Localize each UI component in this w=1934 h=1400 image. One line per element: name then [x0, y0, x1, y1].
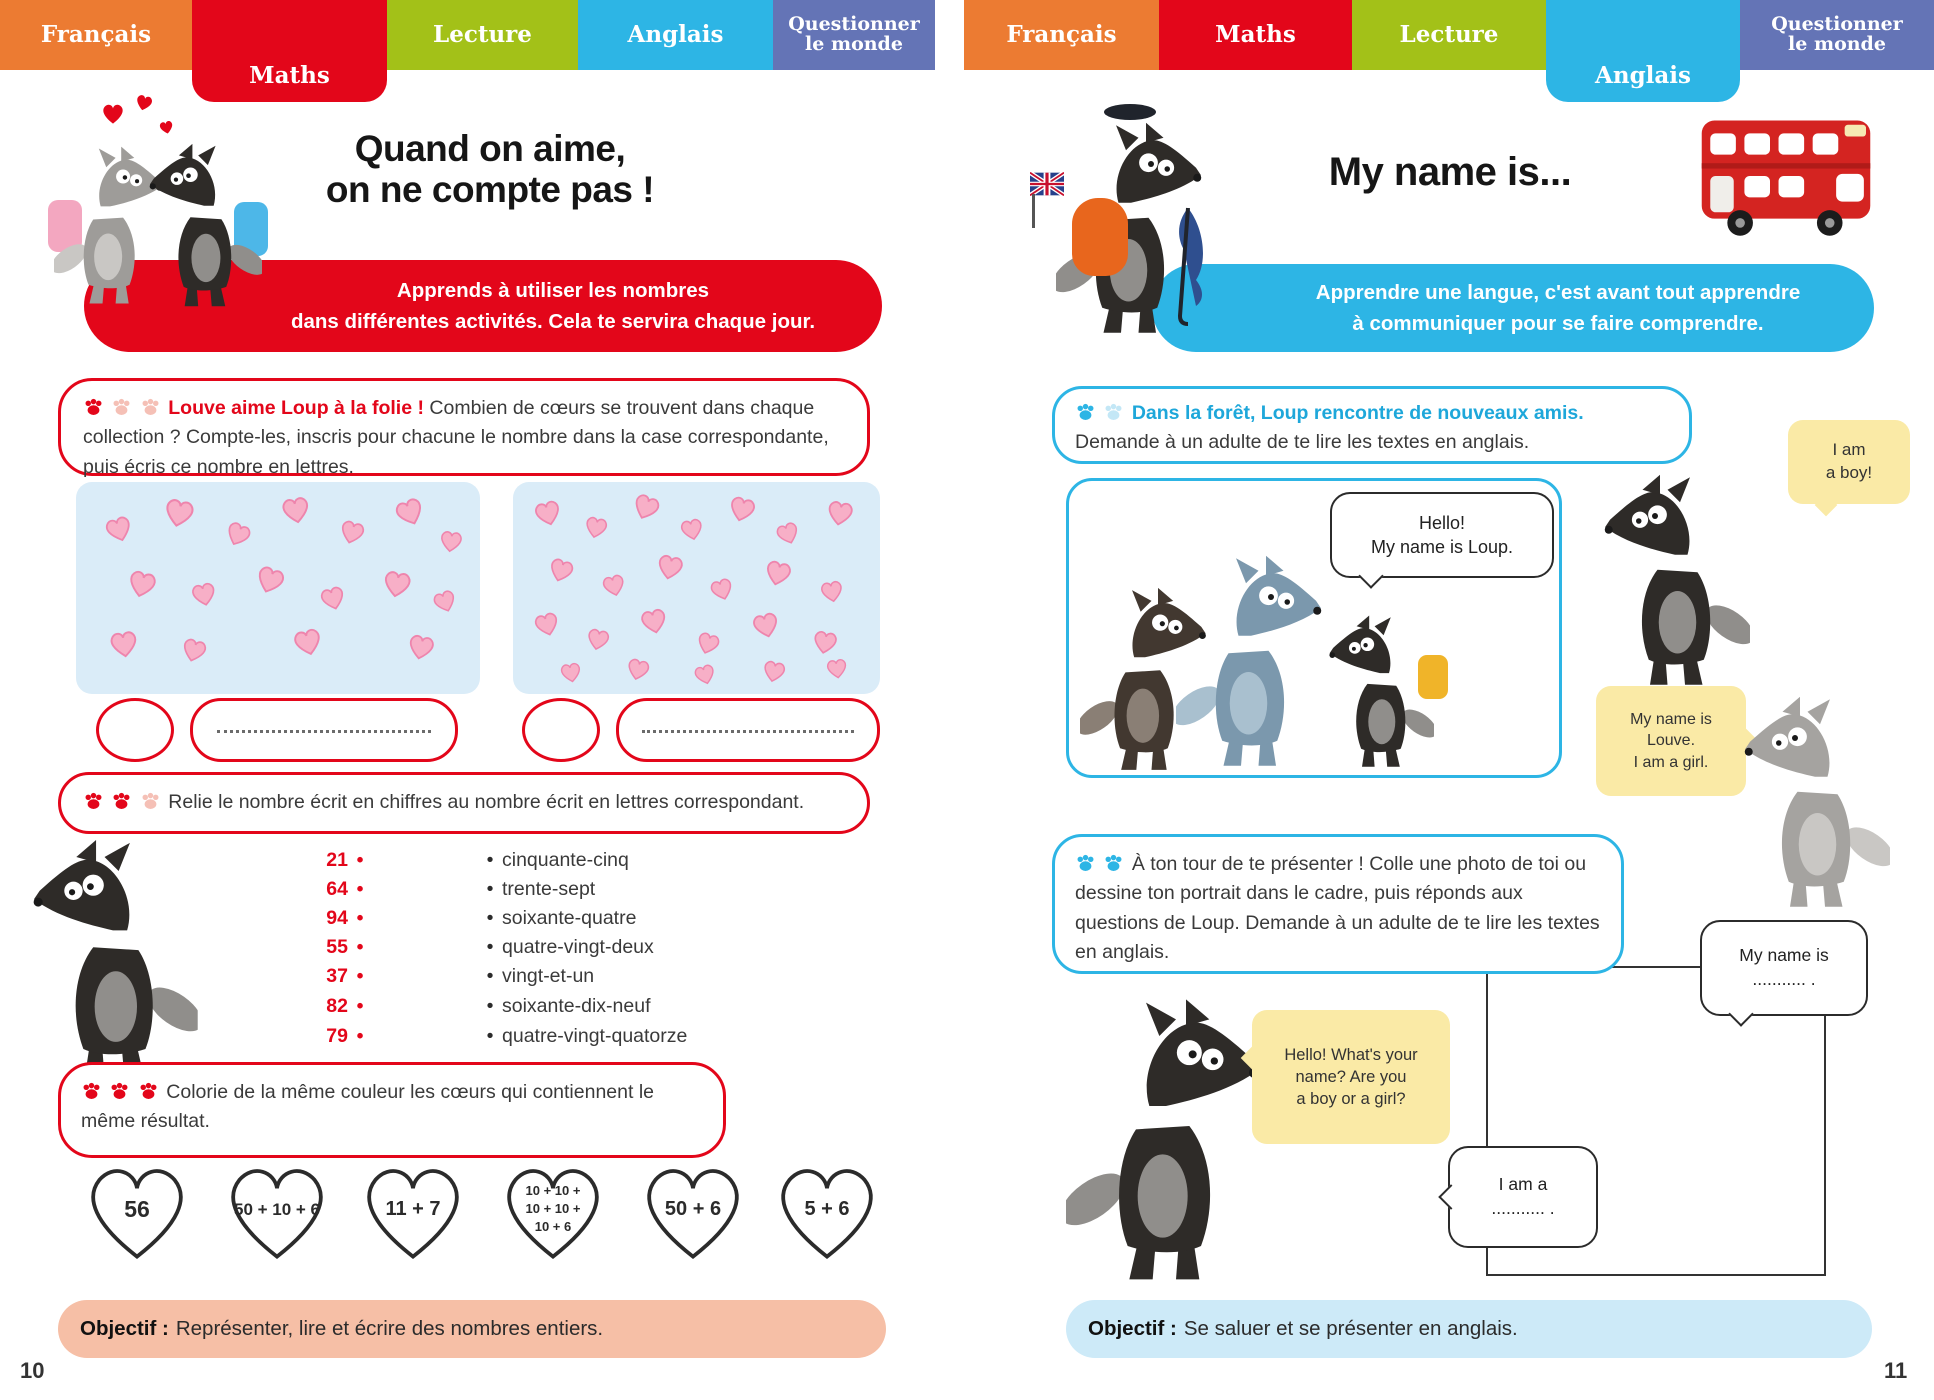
tab-anglais-right-active[interactable]: Anglais — [1546, 0, 1740, 102]
pink-heart-icon — [637, 605, 672, 638]
i-am-a-answer-bubble[interactable]: I am a ........... . — [1448, 1146, 1598, 1248]
left-page-title: Quand on aime, on ne compte pas ! — [325, 128, 655, 211]
match-row[interactable]: 79 • • quatre-vingt-quatorze — [326, 1025, 688, 1047]
pink-heart-icon — [404, 631, 439, 664]
pink-heart-icon — [123, 567, 161, 603]
tab-lecture-right[interactable]: Lecture — [1352, 0, 1546, 70]
sum-heart[interactable]: 5 + 6 — [768, 1160, 886, 1266]
pink-heart-icon — [316, 583, 350, 615]
pink-heart-icon — [653, 551, 688, 584]
paw-icon — [1103, 854, 1124, 873]
match-row[interactable]: 55 • • quatre-vingt-deux — [326, 936, 654, 958]
left-intro-banner: Apprends à utiliser les nombres dans différentes activités. Cela te servira chaque jour. — [84, 260, 882, 352]
my-name-is-answer-bubble[interactable]: My name is ........... . — [1700, 920, 1868, 1016]
pink-heart-icon — [823, 498, 857, 530]
pink-heart-icon — [599, 571, 630, 600]
louve-illustration — [1740, 690, 1890, 916]
pink-heart-icon — [724, 493, 760, 527]
paw-icon — [109, 1082, 130, 1101]
pink-heart-icon — [824, 656, 851, 681]
paw-icon-faded — [1103, 403, 1124, 422]
dot[interactable]: • — [356, 878, 364, 900]
right-intro-banner: Apprendre une langue, c'est avant tout apprendre à communiquer pour se faire comprendre. — [1152, 264, 1874, 352]
pink-heart-icon — [706, 575, 738, 605]
beret — [1104, 104, 1156, 120]
pink-heart-icon — [530, 609, 564, 641]
pink-heart-icon — [390, 493, 430, 532]
wolf-couple-illustration — [48, 102, 268, 352]
pink-heart-icon — [335, 517, 369, 549]
tab-francais-right[interactable]: Français — [964, 0, 1159, 70]
sum-heart[interactable]: 56 — [78, 1160, 196, 1266]
page-number-right: 11 — [1884, 1358, 1908, 1383]
pink-heart-icon — [159, 495, 199, 532]
dot[interactable]: • — [356, 849, 364, 871]
pink-heart-icon — [557, 660, 584, 685]
sum-heart[interactable]: 50 + 10 + 6 — [218, 1160, 336, 1266]
dot[interactable]: • — [486, 849, 494, 871]
paw-icon — [1075, 403, 1096, 422]
paw-icon — [1075, 854, 1096, 873]
pink-heart-icon — [250, 561, 290, 599]
tab-lecture-left[interactable]: Lecture — [387, 0, 578, 70]
sum-heart[interactable]: 10 + 10 + 10 + 10 + 10 + 6 — [494, 1160, 612, 1266]
pink-heart-icon — [289, 625, 327, 661]
page-number-left: 10 — [20, 1358, 45, 1383]
pink-heart-icon — [748, 609, 784, 642]
paw-icon — [138, 1082, 159, 1101]
sum-heart[interactable]: 11 + 7 — [354, 1160, 472, 1266]
asking-loup-illustration — [1066, 990, 1266, 1292]
match-row[interactable]: 64 • • trente-sept — [326, 878, 596, 900]
count-answer-circle-left[interactable] — [96, 698, 174, 762]
heart-icon — [100, 102, 126, 126]
tab-monde-left[interactable]: Questionner le monde — [773, 0, 935, 70]
pink-heart-icon — [544, 554, 578, 587]
match-row[interactable]: 82 • • soixante-dix-neuf — [326, 995, 651, 1017]
tab-francais-left[interactable]: Français — [0, 0, 192, 70]
pink-heart-icon — [429, 586, 461, 617]
pink-heart-icon — [379, 567, 416, 601]
i-am-a-boy-bubble: I am a boy! — [1788, 420, 1910, 504]
exercise2-left-instructions: Relie le nombre écrit en chiffres au nombre écrit en lettres correspondant. — [58, 772, 870, 834]
pink-heart-icon — [623, 655, 654, 684]
loup-traveler-illustration — [1030, 90, 1240, 350]
paw-icon-faded — [111, 398, 132, 417]
pink-heart-icon — [581, 514, 611, 542]
heart-icon — [132, 92, 156, 114]
flag-pole — [1032, 194, 1035, 228]
paw-icon-faded — [140, 792, 161, 811]
dot[interactable]: • — [356, 1025, 364, 1047]
dot[interactable]: • — [486, 995, 494, 1017]
uk-flag-icon — [1030, 172, 1064, 196]
louve-bubble: My name is Louve. I am a girl. — [1596, 686, 1746, 796]
dot[interactable]: • — [486, 1025, 494, 1047]
pink-heart-icon — [106, 628, 142, 661]
hearts-collection-left — [76, 482, 480, 694]
pink-heart-icon — [177, 635, 211, 667]
orange-backpack — [1072, 198, 1128, 276]
pink-heart-icon — [759, 658, 789, 686]
pink-heart-icon — [817, 578, 847, 606]
hearts-collection-right — [513, 482, 880, 694]
pink-heart-icon — [692, 629, 724, 659]
pink-heart-icon — [188, 579, 221, 609]
paw-icon — [111, 792, 132, 811]
match-row[interactable]: 94 • • soixante-quatre — [326, 907, 637, 929]
paw-icon — [81, 1082, 102, 1101]
paw-icon — [83, 792, 104, 811]
small-loup-wolf — [1326, 611, 1434, 773]
tab-maths-right[interactable]: Maths — [1159, 0, 1352, 70]
exercise1-left-instructions: Louve aime Loup à la folie ! Combien de cœurs se trouvent dans chaque collection ? Compte-les, inscris pour chacune le nombre dans la case correspondante, puis écris ce nombre en lettres. — [58, 378, 870, 476]
tab-anglais-left[interactable]: Anglais — [578, 0, 773, 70]
exercise3-left-instructions: Colorie de la même couleur les cœurs qui contiennent le même résultat. — [58, 1062, 726, 1158]
count-answer-circle-right[interactable] — [522, 698, 600, 762]
question-bubble: Hello! What's your name? Are you a boy or a girl? — [1252, 1010, 1450, 1144]
dot[interactable]: • — [486, 907, 494, 929]
match-row[interactable]: 21 • • cinquante-cinq — [326, 849, 629, 871]
dot[interactable]: • — [356, 907, 364, 929]
loup-wolf — [146, 138, 262, 314]
dot[interactable]: • — [356, 995, 364, 1017]
umbrella-icon — [1158, 206, 1218, 326]
scene-wolves-illustration — [1080, 545, 1550, 775]
double-decker-bus-illustration — [1695, 112, 1877, 240]
dot[interactable]: • — [356, 936, 364, 958]
pink-heart-icon — [677, 516, 707, 544]
match-row[interactable]: 37 • • vingt-et-un — [326, 965, 595, 987]
pink-heart-icon — [772, 518, 804, 549]
paw-icon-faded — [140, 398, 161, 417]
thinking-wolf-illustration — [28, 840, 198, 1080]
objectif-banner-left: Objectif : Représenter, lire et écrire des nombres entiers. — [58, 1300, 886, 1358]
pink-heart-icon — [809, 628, 841, 658]
dot[interactable]: • — [486, 936, 494, 958]
pink-heart-icon — [278, 493, 315, 527]
big-blue-wolf — [1176, 549, 1326, 775]
scene-speech-bubble: Hello! My name is Loup. — [1330, 492, 1554, 578]
heart-icon — [157, 118, 177, 136]
pink-heart-icon — [436, 528, 465, 555]
dot[interactable]: • — [356, 965, 364, 987]
word-answer-box-left[interactable] — [190, 698, 458, 762]
pink-heart-icon — [760, 557, 796, 590]
exercise2-right-instructions: À ton tour de te présenter ! Colle une photo de toi ou dessine ton portrait dans le cadre, puis réponds aux questions de Loup. Demande à un adulte de te lire les textes en anglais. — [1052, 834, 1624, 974]
paw-icon — [83, 398, 104, 417]
tab-monde-right[interactable]: Questionner le monde — [1740, 0, 1934, 70]
right-page-title: My name is... — [1328, 150, 1572, 194]
objectif-banner-right: Objectif : Se saluer et se présenter en anglais. — [1066, 1300, 1872, 1358]
exercise1-right-instructions: Dans la forêt, Loup rencontre de nouveaux amis. Demande à un adulte de te lire les textes en anglais. — [1052, 386, 1692, 464]
pink-heart-icon — [583, 626, 613, 654]
pink-heart-icon — [220, 517, 256, 551]
matching-exercise — [300, 846, 760, 1056]
tab-maths-left-active[interactable]: Maths — [192, 0, 387, 102]
waving-loup-illustration — [1600, 468, 1750, 694]
dot[interactable]: • — [486, 965, 494, 987]
pink-heart-icon — [101, 512, 138, 547]
pink-heart-icon — [627, 489, 665, 525]
pink-heart-icon — [690, 661, 719, 688]
dot[interactable]: • — [486, 878, 494, 900]
sum-heart[interactable]: 50 + 6 — [634, 1160, 752, 1266]
word-answer-box-right[interactable] — [616, 698, 880, 762]
pink-heart-icon — [530, 497, 566, 531]
